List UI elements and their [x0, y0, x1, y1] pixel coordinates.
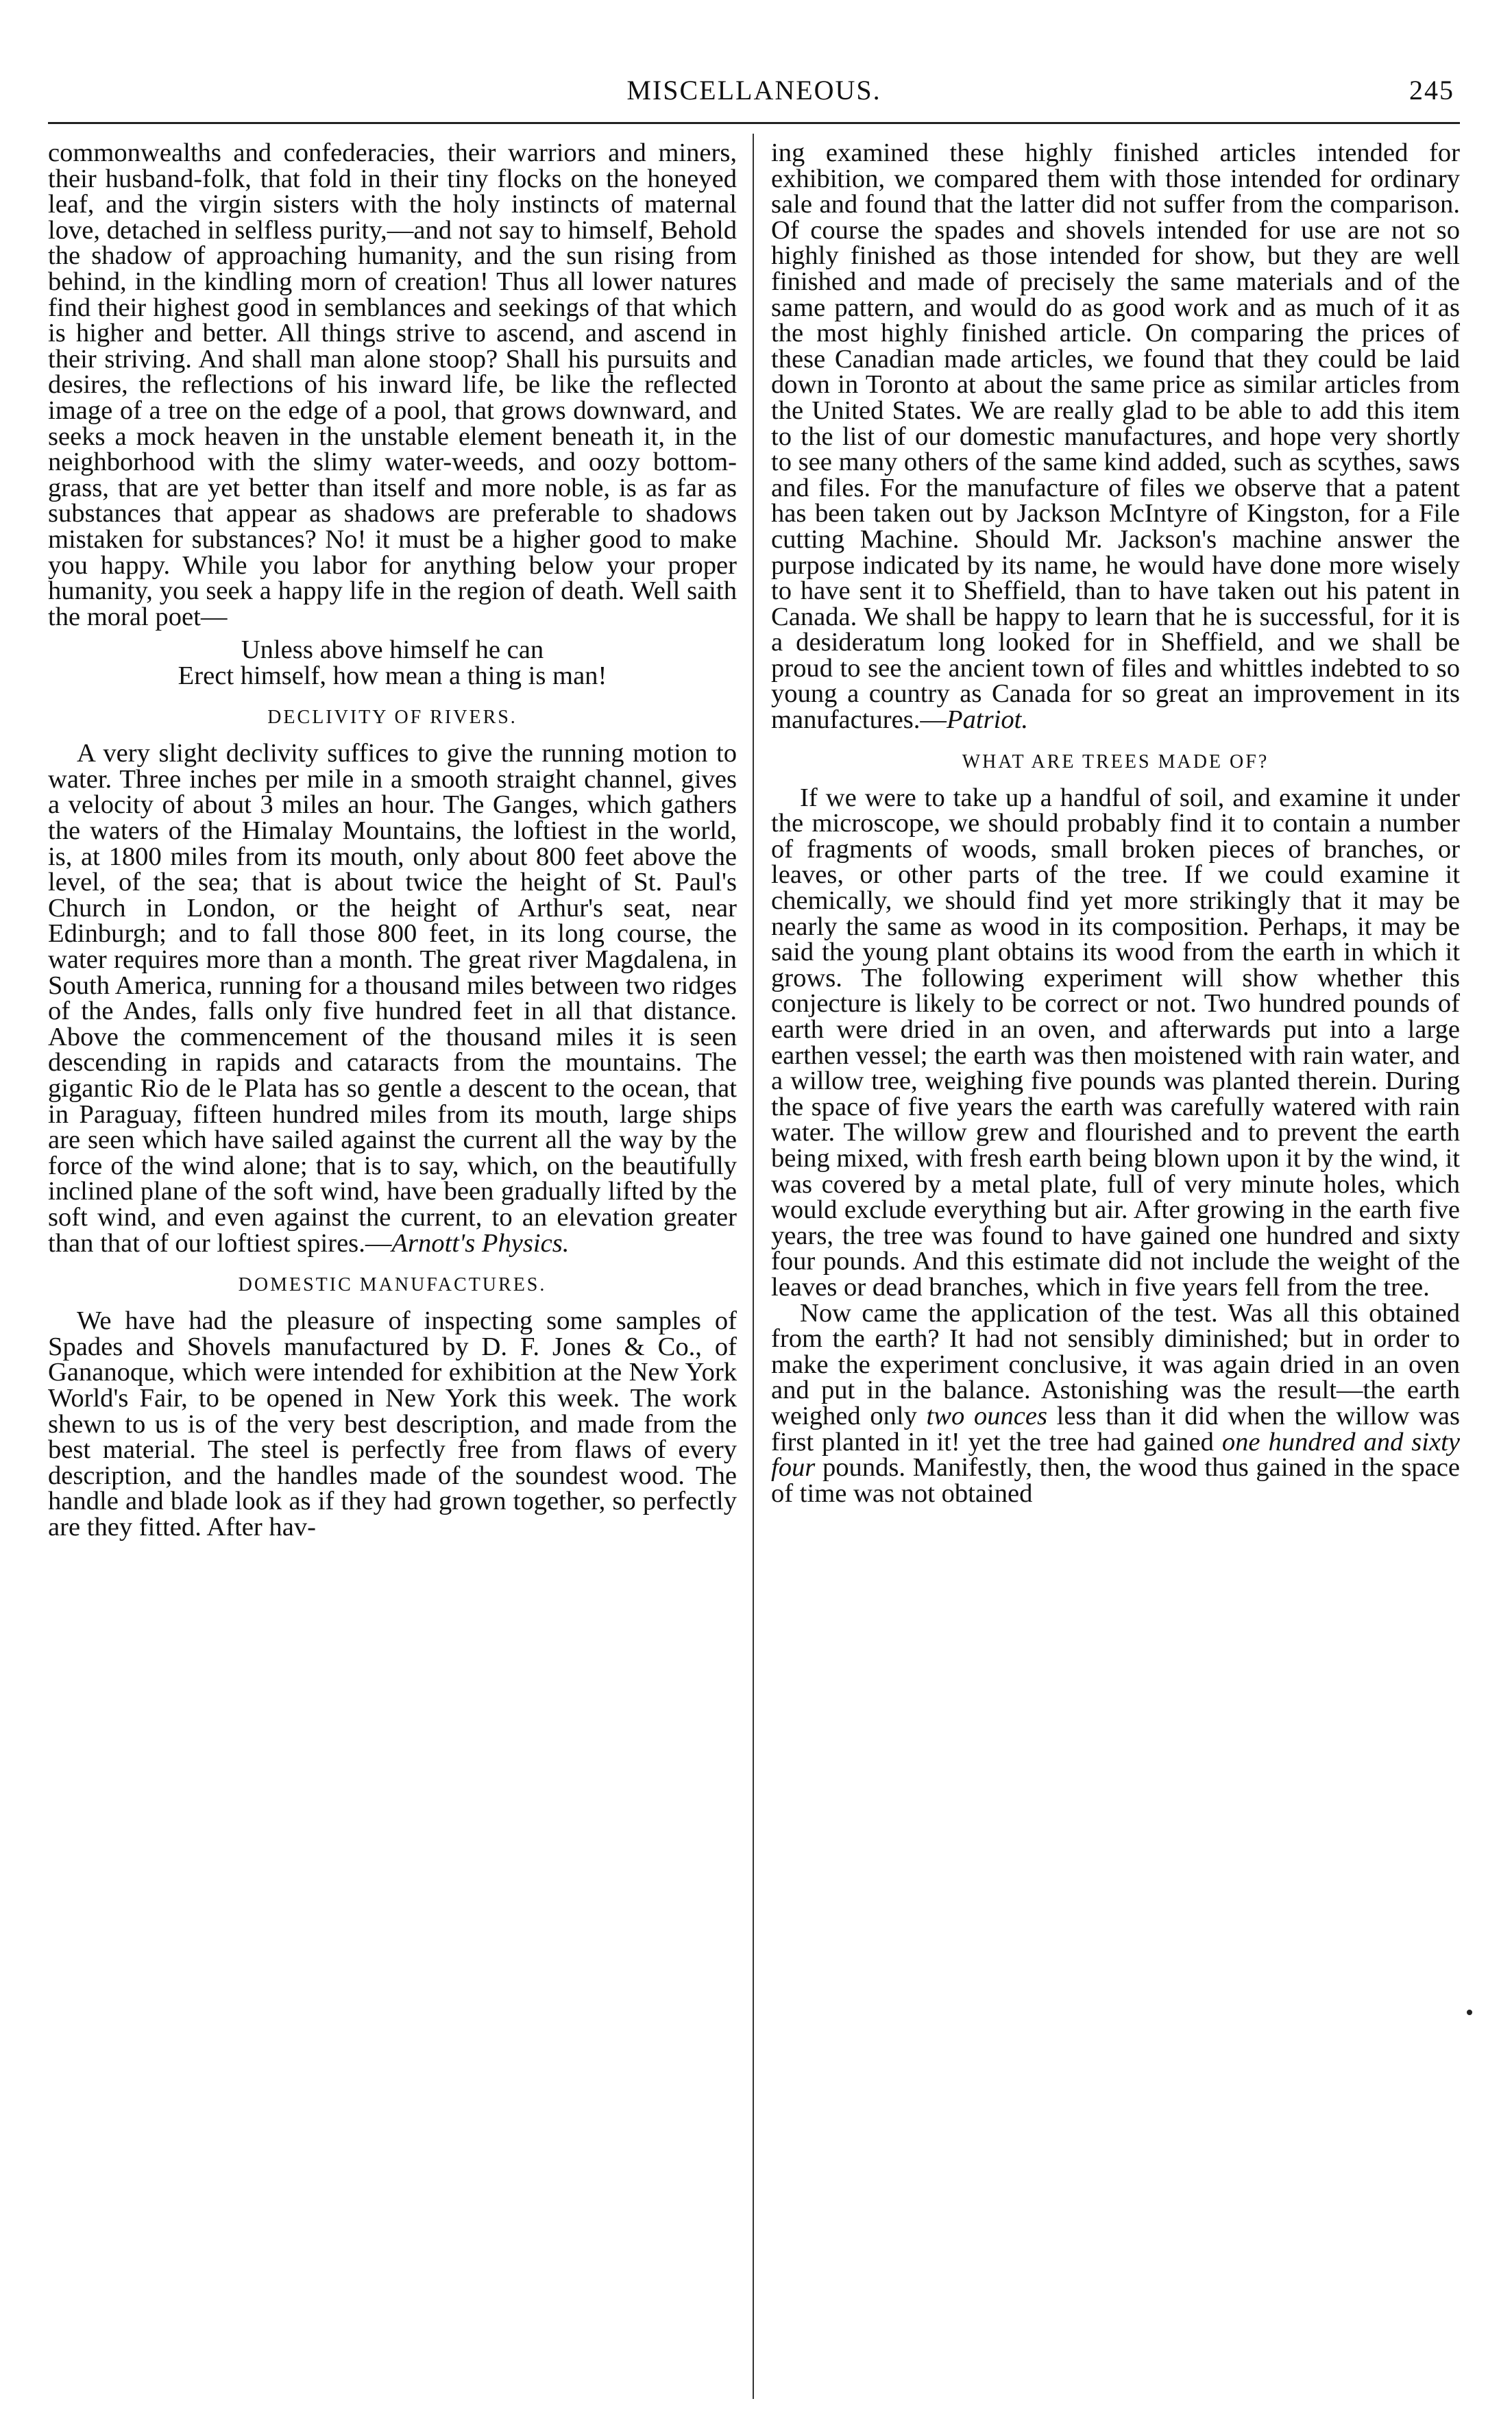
heading-declivity-of-rivers: DECLIVITY OF RIVERS.: [267, 707, 517, 729]
trees-paragraph-1: If we were to take up a handful of soil, and examine it under the microscope, we should probably find it to contain a number of fragments of woods, small broken pieces of branches, or leaves, or other parts of the tree. If we could examine it chemically, we should find yet more strikingly that it may be nearly the same as wood in its composition. Perhaps, it may be said the young plant obtains its wood from the earth in which it grows. The following experiment will show whether this conjecture is likely to be correct or not. Two hundred pounds of earth were dried in an oven, and afterwards put into a large earthen vessel; the earth was then moistened with rain water, and a willow tree, weighing five pounds was planted therein. During the space of five years the earth was carefully watered with rain water. The willow grew and flourished and to prevent the earth being mixed, with fresh earth being blown upon it by the wind, it was covered by a metal plate, full of very minute holes, which would exclude everything but air. After growing in the earth five years, the tree was found to have gained one hundred and sixty four pounds. And this estimate did not include the weight of the leaves or dead branches, which in five years fell from the tree.: [771, 783, 1461, 1302]
declivity-paragraph: [48, 741, 737, 1256]
newspaper-page: [48, 0, 1460, 2425]
trees-emphasis-two-ounces: two ounces: [926, 1401, 1048, 1430]
header-rule: [48, 122, 1460, 124]
verse-line: Erect himself, how mean a thing is man!: [178, 661, 607, 691]
domestic-continued-paragraph: [771, 138, 1460, 735]
page-number: 245: [1409, 75, 1454, 106]
heading-what-are-trees-made-of: WHAT ARE TREES MADE OF?: [962, 751, 1269, 772]
column-divider: [753, 134, 754, 2399]
domestic-paragraph: We have had the pleasure of inspecting some samples of Spades and Shovels manufactured by D. F. Jones & Co., of Gananoque, which were intended for exhibition at the New York World's Fair, to be opened in New York this week. The work shewn to us is of the very best description, and made from the best material. The steel is perfectly free from flaws of every description, and the handles made of the soundest wood. The handle and blade look as if they had grown together, so perfectly are they fitted. After hav-: [48, 1306, 737, 1541]
trees-text-a: Now came the application of the test. Was all this obtained from the earth? It had not sensibly diminished; but in order to make the experiment conclusive, it was again dried in an oven and put in the balance. Astonishing was the result—the earth weighed only: [771, 1298, 1460, 1430]
right-column: [771, 138, 1461, 1508]
domestic-source: Patriot.: [947, 705, 1028, 735]
trees-paragraph-2: [771, 1298, 1460, 1508]
margin-mark: [1467, 2010, 1472, 2015]
heading-domestic-manufactures: DOMESTIC MANUFACTURES.: [238, 1274, 547, 1296]
verse-quote: [48, 637, 737, 689]
trees-text-c: pounds. Manifestly, then, the wood thus gained in the space of time was not obtained: [771, 1453, 1460, 1508]
trees-emphasis-one-hundred-sixty-four: one hundred and sixty four: [771, 1427, 1460, 1483]
running-head: [48, 74, 1460, 115]
declivity-text: A very slight declivity suffices to give the running motion to water. Three inches per mile in a smooth straight channel, gives a velocity of about 3 miles an hour. The Ganges, which gathers the waters of the Himalay Mountains, the loftiest in the world, is, at 1800 miles from its mouth, only about 800 feet above the level, of the sea; that is about twice the height of St. Paul's Church in London, or the height of Arthur's seat, near Edinburgh; and to fall those 800 feet, in its long course, the water requires more than a month. The great river Magdalena, in South America, running for a thousand miles between two ridges of the Andes, falls only five hundred feet in all that distance. Above the commencement of the thousand miles it is seen descending in rapids and cataracts from the mountains. The gigantic Rio de le Plata has so gentle a descent to the ocean, that in Paraguay, fifteen hundred miles from its mouth, large ships are seen which have sailed against the current all the way by the force of the wind alone; that is to say, which, on the beautifully inclined plane of the soft wind, have been gradually lifted by the soft wind, and even against the current, to an elevation greater than that of our loftiest spires.—: [48, 739, 737, 1258]
left-column: [48, 138, 737, 1541]
essay-paragraph: commonwealths and confederacies, their warriors and miners, their husband-folk, that fold in their tiny flocks on the honeyed leaf, and the virgin sisters with the holy instincts of maternal love, detached in selfless purity,—and not say to himself, Behold the shadow of approaching humanity, and the sun rising from behind, in the kindling morn of creation! Thus all lower natures find their highest good in semblances and seekings of that which is higher and better. All things strive to ascend, and ascend in their striving. And shall man alone stoop? Shall his pursuits and desires, the reflections of his inward life, be like the reflected image of a tree on the edge of a pool, that grows downward, and seeks a mock heaven in the unstable element beneath it, in the neighborhood with the slimy water-weeds, and oozy bottom-grass, that are yet better than itself and more noble, is as far as substances that appear as shadows are preferable to shadows mistaken for substances? No! it must be a higher good to make you happy. While you labor for anything below your proper humanity, you seek a happy life in the region of death. Well saith the moral poet—: [48, 138, 737, 631]
verse-line: Unless above himself he can: [241, 635, 544, 665]
domestic-continued-text: ing examined these highly finished articles intended for exhibition, we compared them with those intended for ordinary sale and found that the latter did not suffer from the comparison. Of course the spades and shovels intended for use are not so highly finished as those intended for show, but they are well finished and made of precisely the same materials and of the same pattern, and would do as good work and as much of it as the most highly finished article. On comparing the prices of these Canadian made articles, we found that they could be laid down in Toronto at about the same price as similar articles from the United States. We are really glad to be able to add this item to the list of our domestic manufactures, and hope very shortly to see many others of the same kind added, such as scythes, saws and files. For the manufacture of files we observe that a patent has been taken out by Jackson McIntyre of Kingston, for a File cutting Machine. Should Mr. Jackson's machine answer the purpose indicated by its name, he would have done more wisely to have sent it to Sheffield, than to have taken out his patent in Canada. We shall be happy to learn that he is successful, for it is a desideratum long looked for in Sheffield, and we shall be proud to see the ancient town of files and whittles indebted to so young a country as Canada for so great an improvement in its manufactures.—: [771, 138, 1460, 735]
declivity-source: Arnott's Physics.: [391, 1228, 570, 1258]
page-title: MISCELLANEOUS.: [626, 75, 881, 106]
trees-text-b: less than it did when the willow was first planted in it! yet the tree had gained: [771, 1401, 1460, 1457]
